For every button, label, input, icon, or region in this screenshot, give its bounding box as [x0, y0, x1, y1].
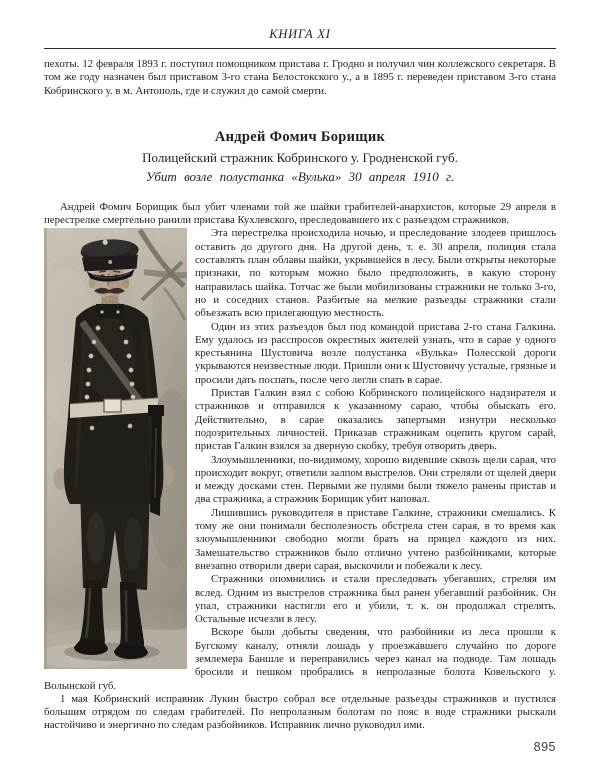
article-subtitle: Полицейский стражник Кобринского у. Гродненской губ.: [142, 149, 458, 165]
article-title: Андрей Фомич Борищик: [214, 128, 386, 145]
article-body: [44, 201, 556, 733]
article-paragraph-6: Лишившись руководителя в приставе Галкине, стражники смешались. К тому же они понимали бесполезность обстрела стен сарая, в то время как злоумышленники свободно могли брать на прицел каждого из них. Замешательство стражников было отлично учтено разбойниками, которые внезапно отворили двери сарая, выскочили и побежали к лесу.: [195, 506, 556, 572]
article-paragraph-7: Стражники опомнились и стали преследовать убегавших, стреляя им вслед. Одним из выстрелов стражника был ранен убегавший разбойник. Он упал, стражники настигли его и убили, т. к. он продолжал стрелять. Остальные исчезли в лесу.: [195, 573, 556, 626]
article-paragraph-9: 1 мая Кобринский исправник Лукин быстро собрал все отдельные разъезды стражников и пустился большим отрядом по следам грабителей. По непролазным болотам по пояс в воде стражники рыскали настойчиво и энергично по следам разбойников. Исправник лично руководил ими.: [44, 692, 556, 732]
article-paragraph-5: Злоумышленники, по-видимому, хорошо видевшие сквозь щели сарая, что происходит вокруг, ответили залпом выстрелов. Они стреляли от щелей двери и между досками стен. Первыми же пулями были тяжело ранены пристав и два стражника, а стражник Борищик убит наповал.: [195, 453, 556, 506]
article-paragraph-8: Вскоре были добыты сведения, что разбойники из леса прошли к Бугскому каналу, отняли лошадь у проезжавшего случайно по дороге землемера Баншле и переправились через канал на подводе. Там лошадь бросили и пешком пробрались в непролазные болота Ковельского у. Волынской губ.: [44, 626, 556, 692]
running-header: КНИГА XI: [269, 27, 331, 41]
page-number: 895: [533, 740, 556, 754]
article-paragraph-4: Пристав Галкин взял с собою Кобринского полицейского надзирателя и стражников и отправился к указанному сараю, чтобы обыскать его. Действительно, в сарае оказались запертыми изнутри несколько подозрительных личностей. Приказав стражникам оцепить кругом сарай, пристав Галкин взялся за дверную скобку, требуя отворить дверь.: [195, 387, 556, 453]
portrait-photo-illustration: [44, 228, 187, 669]
article-paragraph-3: Один из этих разъездов был под командой пристава 2-го стана Галкина. Ему удалось из расспросов окрестных жителей узнать, что в сарае у одного крестьянина Шустовича возле полустанка «Вулька» Полесской дороги укрываются неизвестные люди. Пришли они к Шустовичу усталые, грязные и просили дать поспать, после чего легли спать в сарае.: [195, 320, 556, 386]
article-paragraph-1: Андрей Фомич Борищик был убит членами той же шайки грабителей-анархистов, которые 29 апреля в перестрелке смертельно ранили пристава Кухлевского, преследовавшего их с разъездом стражников.: [44, 200, 556, 227]
article-title-block: [44, 129, 556, 185]
header-rule: [44, 48, 556, 49]
article-death-line: Убит возле полустанка «Вулька» 30 апреля 1910 г.: [145, 168, 455, 184]
article-paragraph-2: Эта перестрелка происходила ночью, и преследование злодеев пришлось оставить до другого дня. На другой день, т. е. 30 апреля, полиция стала составлять план облавы шайки, укрывшейся в лесу. Были открыты некоторые признаки, по которым можно было предположить, в какую сторону направилась шайка. Тотчас же были мобилизованы стражники не только 3-го, но и соседних станов. Разбитые на мелкие разъезды стражники стали объезжать всю прилегающую местность.: [195, 227, 556, 320]
continuation-paragraph: пехоты. 12 февраля 1893 г. поступил помощником пристава г. Гродно и получил чин коллежского секретаря. В том же году назначен был приставом 3-го стана Белостокского у., а в 1895 г. переведен приставом 3-го стана Кобринского у. в м. Антополь, где и служил до самой смерти.: [44, 58, 556, 97]
policeman-portrait-photo: [44, 228, 187, 669]
